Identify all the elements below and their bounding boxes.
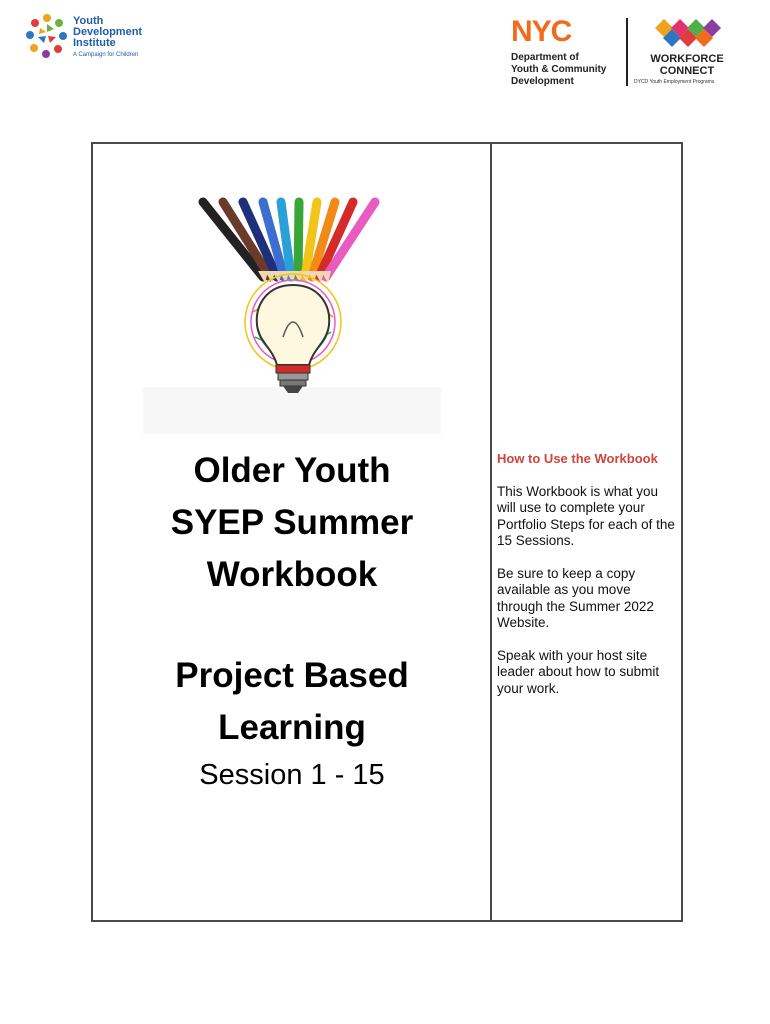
session-range: Session 1 - 15 xyxy=(199,759,385,791)
workforce-connect-title xyxy=(642,53,732,77)
cover-subtitle-line: Project Based xyxy=(175,656,409,695)
wf-title-line: CONNECT xyxy=(659,65,715,77)
panel-column-divider xyxy=(490,142,492,920)
how-to-use-paragraph: Speak with your host site leader about how to submit your work. xyxy=(497,647,660,696)
logo-divider xyxy=(626,18,628,86)
how-to-use-paragraph: Be sure to keep a copy available as you move through the Summer 2022 Website. xyxy=(497,565,654,630)
workforce-subtitle: DYCD Youth Employment Programs xyxy=(634,79,715,85)
ydi-name-line: Institute xyxy=(73,37,116,49)
ydi-tagline: A Campaign for Children xyxy=(73,52,139,58)
wf-title-line: WORKFORCE xyxy=(650,53,724,65)
workforce-diamonds-icon xyxy=(654,17,724,49)
cover-title-line: Workbook xyxy=(206,555,378,594)
ydi-people-circle-icon xyxy=(26,13,68,59)
dycd-line: Development xyxy=(511,76,574,87)
cover-title-line: SYEP Summer xyxy=(170,503,414,542)
dycd-department-name xyxy=(511,52,606,88)
ydi-name-line: Development xyxy=(73,26,143,38)
dycd-line: Youth & Community xyxy=(511,64,607,75)
nyc-dycd-logo xyxy=(510,17,620,89)
workforce-connect-logo xyxy=(636,17,746,89)
cover-title-line: Older Youth xyxy=(193,451,391,490)
dycd-line: Department of xyxy=(511,52,579,63)
how-to-use-sidebar xyxy=(497,451,675,713)
how-to-use-paragraph: This Workbook is what you will use to complete your Portfolio Steps for each of the 15 Sessions. xyxy=(497,483,675,548)
ydi-name xyxy=(73,16,142,49)
cover-subtitle-line: Learning xyxy=(218,708,366,747)
lightbulb-pencils-illustration xyxy=(143,197,441,434)
youth-development-institute-logo xyxy=(26,13,166,63)
cover-title-block xyxy=(120,445,464,792)
how-to-use-heading: How to Use the Workbook xyxy=(497,451,658,466)
ydi-name-line: Youth xyxy=(73,15,104,27)
nyc-wordmark: NYC xyxy=(511,15,572,48)
